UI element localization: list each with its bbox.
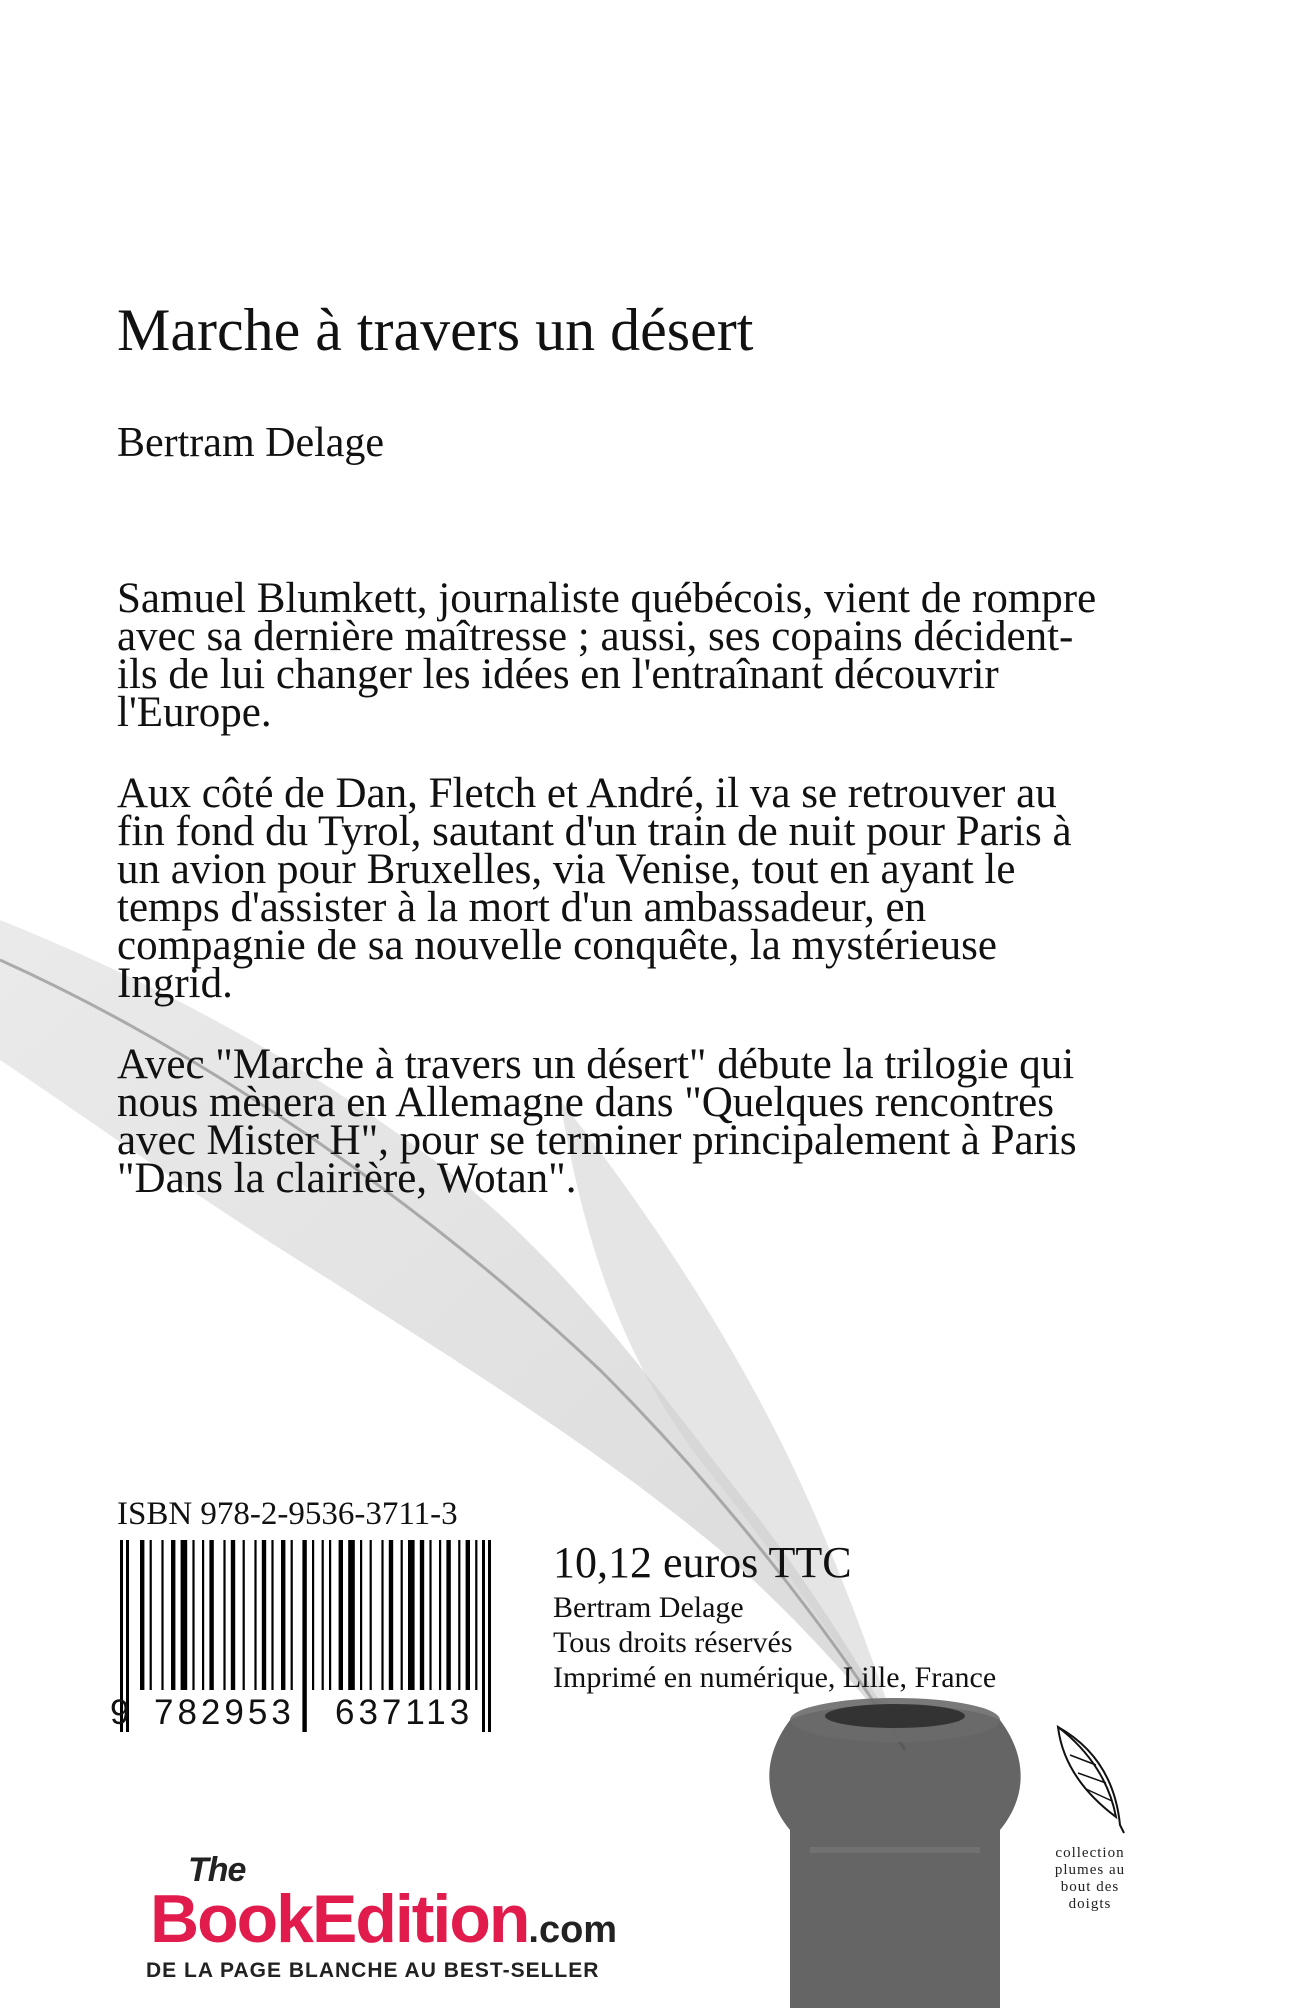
collection-line: doigts	[1068, 1896, 1112, 1912]
barcode-bar	[348, 1540, 355, 1690]
barcode-digit-first: 9	[110, 1693, 130, 1732]
barcode-bar	[466, 1540, 470, 1690]
quill-icon	[1050, 1725, 1130, 1835]
barcode-bar	[192, 1540, 194, 1690]
barcode-digit-group: 782953	[154, 1693, 295, 1732]
barcode-bar	[161, 1540, 163, 1690]
blurb	[117, 575, 1097, 1241]
barcode-bar	[312, 1540, 314, 1690]
barcode-bar	[202, 1540, 204, 1690]
barcode-bar	[439, 1540, 441, 1690]
isbn-label: ISBN 978-2-9536-3711-3	[117, 1496, 458, 1532]
barcode-bar	[381, 1540, 383, 1690]
barcode-digit-group: 637113	[335, 1693, 474, 1732]
logo-the: The	[188, 1851, 246, 1889]
barcode-bar	[420, 1540, 424, 1690]
book-title: Marche à travers un désert	[117, 297, 754, 363]
meta-author: Bertram Delage	[553, 1591, 744, 1624]
publisher-logo	[146, 1851, 710, 1985]
barcode-bar	[281, 1540, 285, 1690]
logo-tagline: DE LA PAGE BLANCHE AU BEST-SELLER	[146, 1959, 600, 1982]
barcode-bar	[370, 1540, 372, 1690]
collection-line: bout des	[1060, 1879, 1120, 1895]
collection-label	[1020, 1845, 1160, 1913]
barcode-bar	[209, 1540, 213, 1690]
barcode-bar	[389, 1540, 393, 1690]
blurb-paragraph: Aux côté de Dan, Fletch et André, il va se retrouver au fin fond du Tyrol, sautant d'un train de nuit pour Paris à un avion pour Bruxelles, via Venise, tout en ayant le temps d'assister à la mort d'un ambassadeur, en compagnie de sa nouvelle conquête, la mystérieuse Ingrid.	[117, 770, 1072, 1007]
barcode-bar	[429, 1540, 431, 1690]
barcode-bar	[408, 1540, 415, 1690]
barcode-bar	[329, 1540, 331, 1690]
barcode-bar	[150, 1540, 152, 1690]
barcode-bar	[446, 1540, 450, 1690]
barcode-bar	[140, 1540, 144, 1690]
logo-name-text: BookEdition	[150, 1881, 529, 1957]
barcode-bar	[401, 1540, 403, 1690]
barcode-bar	[291, 1540, 293, 1690]
barcode-bar	[458, 1540, 460, 1690]
barcode-bar	[271, 1540, 273, 1690]
barcode-bar	[360, 1540, 362, 1690]
blurb-paragraph: Samuel Blumkett, journaliste québécois, vient de rompre avec sa dernière maîtresse ; aussi, ses copains décident-ils de lui changer les idées en l'entraînant découvrir l'Europe.	[117, 575, 1097, 736]
book-author: Bertram Delage	[117, 420, 385, 466]
barcode-digits	[110, 1693, 500, 1733]
barcode-bar	[223, 1540, 225, 1690]
barcode-bar	[231, 1540, 235, 1690]
barcode-bar	[254, 1540, 256, 1690]
barcode-bar	[322, 1540, 324, 1690]
logo-domain: .com	[528, 1909, 618, 1951]
barcode-bar	[181, 1540, 188, 1690]
barcode-bar	[171, 1540, 175, 1690]
collection-line: plumes au	[1054, 1862, 1126, 1878]
blurb-paragraph: Avec "Marche à travers un désert" débute la trilogie qui nous mènera en Allemagne dans "Quelques rencontres avec Mister H", pour se terminer principalement à Paris "Dans la clairière, Wotan".	[117, 1041, 1077, 1202]
barcode-bar	[262, 1540, 266, 1690]
barcode-bar	[475, 1540, 477, 1690]
barcode-bar	[339, 1540, 343, 1690]
book-meta	[553, 1590, 996, 1695]
price: 10,12 euros TTC	[553, 1538, 852, 1587]
meta-rights: Tous droits réservés	[553, 1626, 793, 1659]
logo-name	[150, 1883, 617, 1966]
collection-line: collection	[1055, 1845, 1125, 1861]
meta-printed: Imprimé en numérique, Lille, France	[553, 1661, 997, 1694]
barcode-bar	[243, 1540, 245, 1690]
